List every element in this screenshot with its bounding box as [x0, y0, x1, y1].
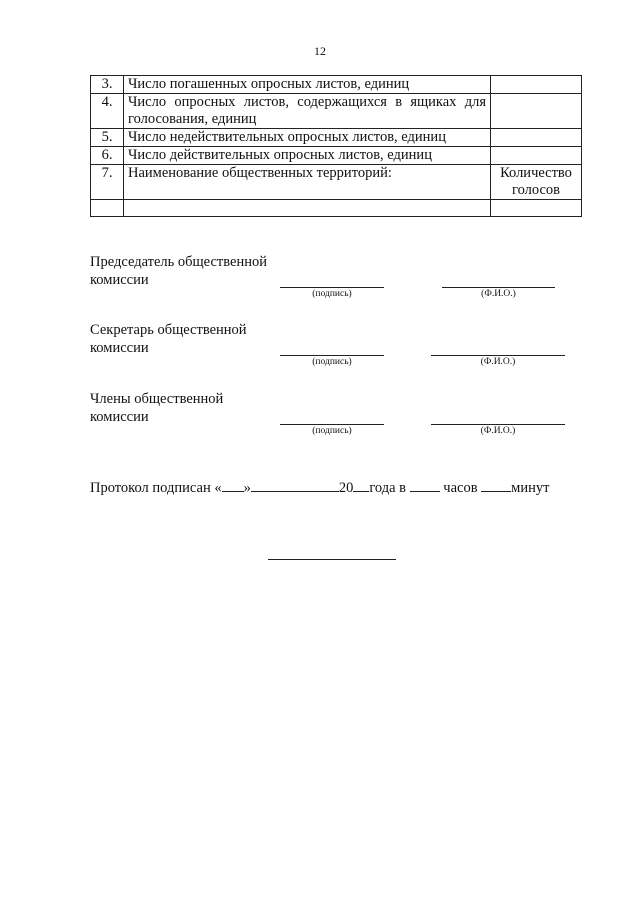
year-blank — [353, 479, 369, 492]
row-number: 3. — [91, 76, 124, 94]
page-number: 12 — [314, 44, 326, 58]
table-row — [91, 200, 582, 217]
row-label: Число недействительных опросных листов, единиц — [124, 129, 491, 147]
table-row — [91, 129, 582, 147]
row-value — [491, 200, 582, 217]
year-suffix: года в — [369, 480, 407, 496]
table-row — [91, 147, 582, 165]
row-label: Число погашенных опросных листов, единиц — [124, 76, 491, 94]
table-row — [91, 94, 582, 129]
minutes-label: минут — [511, 480, 550, 496]
name-caption: (Ф.И.О.) — [480, 357, 516, 367]
signature-caption: (подпись) — [312, 289, 352, 299]
table-row — [91, 76, 582, 94]
row-value — [491, 147, 582, 165]
row-number — [91, 200, 124, 217]
name-line — [442, 287, 555, 288]
name-line — [431, 424, 565, 425]
name-line — [431, 355, 565, 356]
table-row — [91, 165, 582, 200]
signature-line — [280, 287, 384, 288]
hours-blank — [410, 479, 440, 492]
signed-prefix: Протокол подписан « — [90, 480, 222, 496]
voting-results-table — [90, 75, 582, 217]
name-caption: (Ф.И.О.) — [480, 426, 516, 436]
day-blank — [222, 479, 244, 492]
end-divider-line — [268, 559, 396, 560]
row-value — [491, 129, 582, 147]
row-value — [491, 76, 582, 94]
signature-caption: (подпись) — [312, 426, 352, 436]
row-number: 5. — [91, 129, 124, 147]
protocol-signed-line — [90, 479, 549, 497]
signature-line — [280, 424, 384, 425]
row-value: Количество голосов — [491, 165, 582, 200]
row-value — [491, 94, 582, 129]
row-label: Наименование общественных территорий: — [124, 165, 491, 200]
row-number: 7. — [91, 165, 124, 200]
row-label: Число опросных листов, содержащихся в ящиках для голосования, единиц — [124, 94, 491, 129]
year-prefix: 20 — [338, 480, 354, 496]
minutes-blank — [481, 479, 511, 492]
month-blank — [251, 479, 339, 492]
row-number: 6. — [91, 147, 124, 165]
row-number: 4. — [91, 94, 124, 129]
chairman-label: Председатель общественной комиссии — [90, 254, 267, 288]
quote-close: » — [243, 480, 251, 496]
secretary-label: Секретарь общественной комиссии — [90, 322, 247, 356]
name-caption: (Ф.И.О.) — [481, 289, 516, 299]
row-label — [124, 200, 491, 217]
signature-caption: (подпись) — [312, 357, 352, 367]
hours-label: часов — [443, 480, 478, 496]
members-label: Члены общественной комиссии — [90, 391, 224, 425]
signature-line — [280, 355, 384, 356]
row-label: Число действительных опросных листов, единиц — [124, 147, 491, 165]
